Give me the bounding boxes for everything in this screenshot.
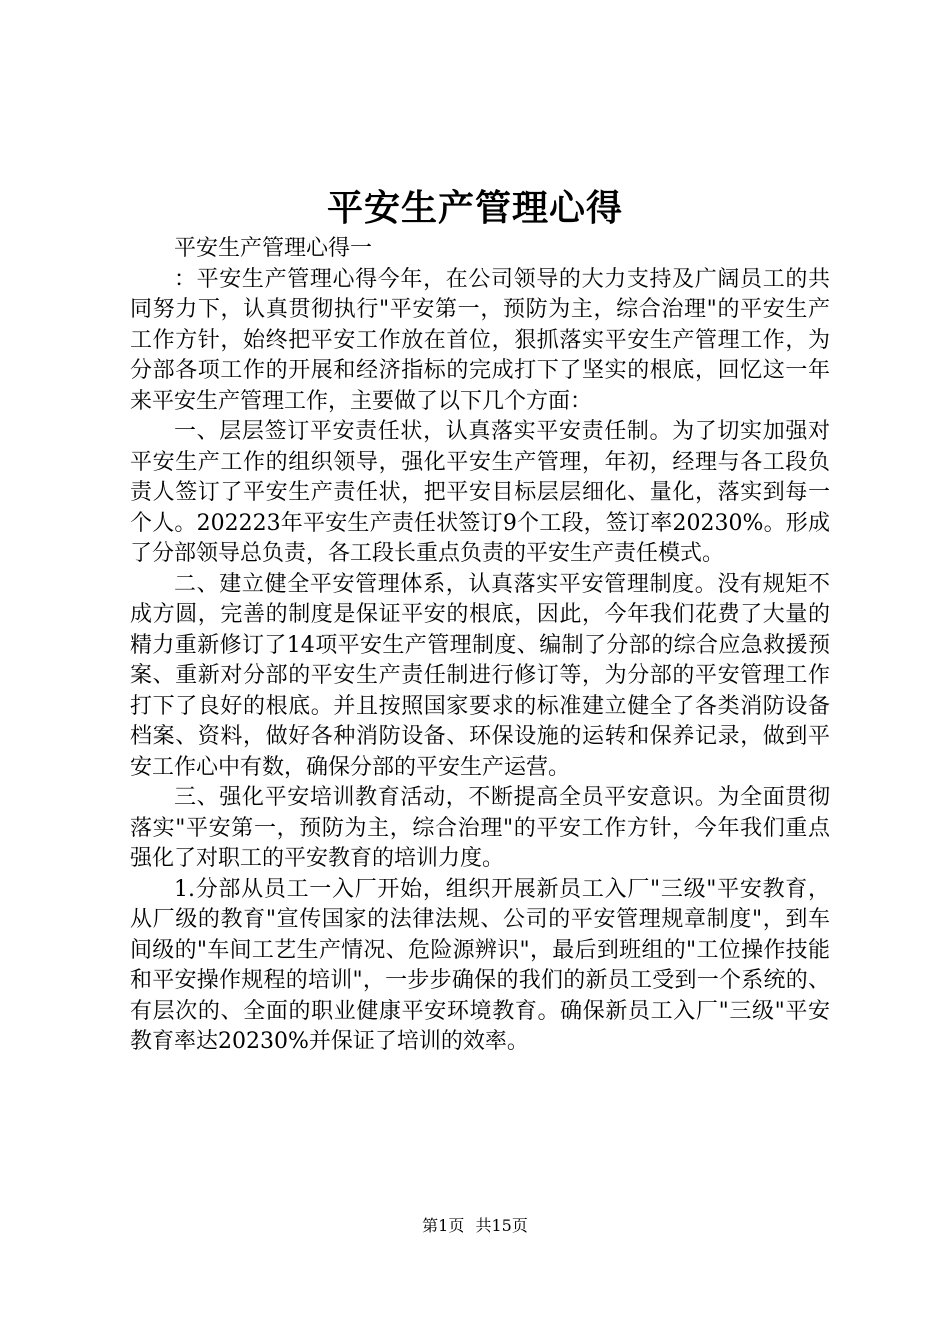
paragraph-training-item-1: 1.分部从员工一入厂开始，组织开展新员工入厂"三级"平安教育，从厂级的教育"宣传国家的法律法规、公司的平安管理规章制度"，到车间级的"车间工艺生产情况、危险源辨识"，最后到班组的"工位操作技能和平安操作规程的培训"，一步步确保的我们的新员工受到一个系统的、有层次的、全面的职业健康平安环境教育。确保新员工入厂"三级"平安教育率达20230%并保证了培训的效率。 [130,876,830,1054]
page-total: 共15页 [475,1216,528,1235]
paragraph-responsibility: 一、层层签订平安责任状，认真落实平安责任制。为了切实加强对平安生产工作的组织领导，强化平安生产管理，年初，经理与各工段负责人签订了平安生产责任状，把平安目标层层细化、量化，落实到每一个人。202223年平安生产责任状签订9个工段，签订率20230%。形成了分部领导总负责，各工段长重点负责的平安生产责任模式。 [130,419,830,566]
page-footer [0,1214,950,1238]
section-heading: 平安生产管理心得一 [174,236,373,261]
paragraph-training: 三、强化平安培训教育活动，不断提高全员平安意识。为全面贯彻落实"平安第一，预防为主，综合治理"的平安工作方针，今年我们重点强化了对职工的平安教育的培训力度。 [130,785,830,871]
paragraph-intro: ：平安生产管理心得今年，在公司领导的大力支持及广阔员工的共同努力下，认真贯彻执行"平安第一，预防为主，综合治理"的平安生产工作方针，始终把平安工作放在首位，狠抓落实平安生产管理工作，为分部各项工作的开展和经济指标的完成打下了坚实的根底，回忆这一年来平安生产管理工作，主要做了以下几个方面： [130,266,830,414]
paragraph-management-system: 二、建立健全平安管理体系，认真落实平安管理制度。没有规矩不成方圆，完善的制度是保证平安的根底，因此，今年我们花费了大量的精力重新修订了14项平安生产管理制度、编制了分部的综合应急救援预案、重新对分部的平安生产责任制进行修订等，为分部的平安管理工作打下了良好的根底。并且按照国家要求的标准建立健全了各类消防设备档案、资料，做好各种消防设备、环保设施的运转和保养记录，做到平安工作心中有数，确保分部的平安生产运营。 [130,571,830,780]
page-number: 第1页 [422,1216,465,1235]
document-body [130,234,830,1058]
page-title: 平安生产管理心得 [326,187,623,229]
